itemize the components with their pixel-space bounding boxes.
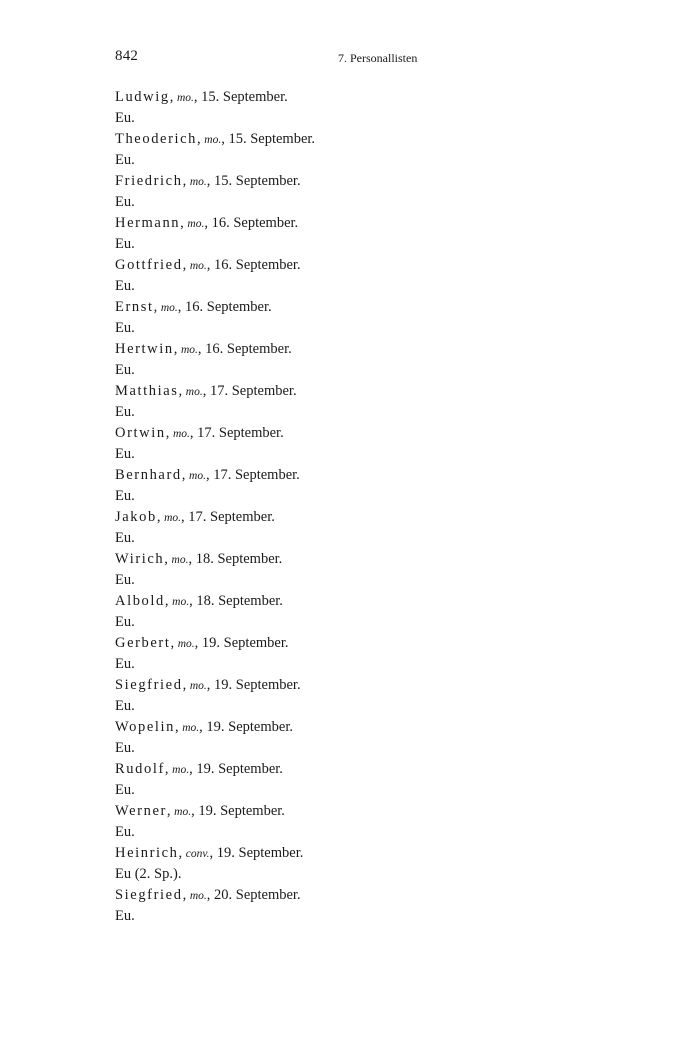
- entry-name: Wirich: [115, 551, 165, 567]
- entry-date: 15. September.: [228, 131, 316, 147]
- entry-status: mo.: [187, 218, 205, 230]
- entry-date: 19. September.: [216, 845, 304, 861]
- entry-status: mo.: [189, 176, 207, 188]
- entry-source: Eu.: [115, 152, 135, 168]
- entry-source: Eu.: [115, 362, 135, 378]
- page-number: 842: [115, 48, 139, 64]
- entry-heading: Siegfried, mo., 19. September.: [115, 677, 301, 693]
- entry-status: mo.: [172, 596, 190, 608]
- entry-source: Eu.: [115, 278, 135, 294]
- entry-source: Eu (2. Sp.).: [115, 866, 182, 882]
- entry-heading: Gottfried, mo., 16. September.: [115, 257, 301, 273]
- entry-name: Gottfried: [115, 257, 183, 273]
- entry-date: 16. September.: [205, 341, 292, 357]
- entry-status: mo.: [180, 344, 198, 356]
- entry-date: 20. September.: [214, 887, 301, 903]
- entry-heading: Wirich, mo., 18. September.: [115, 551, 283, 567]
- list-item: [115, 591, 615, 633]
- entry-status: mo.: [171, 554, 189, 566]
- entry-status: mo.: [174, 806, 192, 818]
- list-item: [115, 549, 615, 591]
- entry-status: mo.: [189, 470, 206, 482]
- entry-name: Hermann: [115, 215, 181, 231]
- entry-status: mo.: [176, 92, 194, 104]
- list-item: [115, 717, 615, 759]
- list-item: [115, 339, 615, 381]
- entry-date: 18. September.: [196, 593, 283, 609]
- entry-date: 15. September.: [214, 173, 301, 189]
- entry-date: 18. September.: [195, 551, 283, 567]
- entry-source: Eu.: [115, 404, 135, 420]
- entry-name: Gerbert: [115, 635, 171, 651]
- entry-heading: Matthias, mo., 17. September.: [115, 383, 297, 399]
- entry-date: 17. September.: [209, 383, 297, 399]
- list-item: [115, 465, 615, 507]
- list-item: [115, 675, 615, 717]
- entry-heading: Siegfried, mo., 20. September.: [115, 887, 301, 903]
- list-item: [115, 633, 615, 675]
- entry-source: Eu.: [115, 740, 135, 756]
- entry-source: Eu.: [115, 320, 135, 336]
- list-item: [115, 213, 615, 255]
- entry-heading: Albold, mo., 18. September.: [115, 593, 283, 609]
- list-item: [115, 171, 615, 213]
- entry-status: mo.: [177, 638, 195, 650]
- entry-date: 19. September.: [206, 719, 293, 735]
- entry-status: conv.: [185, 848, 210, 860]
- entry-source: Eu.: [115, 194, 135, 210]
- entry-source: Eu.: [115, 908, 135, 924]
- entry-heading: Gerbert, mo., 19. September.: [115, 635, 289, 651]
- entry-name: Bernhard: [115, 467, 182, 483]
- entry-list: [115, 87, 615, 927]
- entry-source: Eu.: [115, 530, 135, 546]
- entry-name: Rudolf: [115, 761, 165, 777]
- list-item: [115, 801, 615, 843]
- entry-status: mo.: [160, 302, 178, 314]
- list-item: [115, 129, 615, 171]
- entry-source: Eu.: [115, 488, 135, 504]
- list-item: [115, 759, 615, 801]
- list-item: [115, 885, 615, 927]
- entry-heading: Hermann, mo., 16. September.: [115, 215, 299, 231]
- entry-date: 19. September.: [196, 761, 283, 777]
- entry-status: mo.: [204, 134, 222, 146]
- entry-source: Eu.: [115, 782, 135, 798]
- entry-name: Werner: [115, 803, 167, 819]
- list-item: [115, 843, 615, 885]
- entry-heading: Ernst, mo., 16. September.: [115, 299, 272, 315]
- entry-name: Albold: [115, 593, 165, 609]
- entry-source: Eu.: [115, 110, 135, 126]
- entry-date: 17. September.: [197, 425, 284, 441]
- entry-heading: Hertwin, mo., 16. September.: [115, 341, 292, 357]
- entry-source: Eu.: [115, 656, 135, 672]
- list-item: [115, 297, 615, 339]
- entry-heading: Theoderich, mo., 15. September.: [115, 131, 316, 147]
- entry-date: 17. September.: [188, 509, 275, 525]
- entry-source: Eu.: [115, 446, 135, 462]
- entry-date: 19. September.: [214, 677, 301, 693]
- entry-heading: Wopelin, mo., 19. September.: [115, 719, 293, 735]
- entry-heading: Bernhard, mo., 17. September.: [115, 467, 300, 483]
- entry-heading: Werner, mo., 19. September.: [115, 803, 285, 819]
- running-head: 7. Personallisten: [338, 51, 418, 65]
- list-item: [115, 255, 615, 297]
- entry-date: 16. September.: [211, 215, 299, 231]
- entry-name: Jakob: [115, 509, 157, 525]
- entry-heading: Ludwig, mo., 15. September.: [115, 89, 288, 105]
- entry-name: Wopelin: [115, 719, 175, 735]
- entry-status: mo.: [189, 680, 207, 692]
- entry-name: Ludwig: [115, 89, 170, 105]
- entry-name: Heinrich: [115, 845, 179, 861]
- entry-heading: Ortwin, mo., 17. September.: [115, 425, 284, 441]
- entry-name: Theoderich: [115, 131, 198, 147]
- entry-status: mo.: [172, 764, 190, 776]
- entry-heading: Friedrich, mo., 15. September.: [115, 173, 301, 189]
- entry-date: 19. September.: [201, 635, 289, 651]
- entry-date: 19. September.: [198, 803, 285, 819]
- entry-source: Eu.: [115, 572, 135, 588]
- entry-date: 15. September.: [201, 89, 288, 105]
- list-item: [115, 507, 615, 549]
- entry-date: 17. September.: [213, 467, 300, 483]
- entry-name: Friedrich: [115, 173, 183, 189]
- entry-source: Eu.: [115, 698, 135, 714]
- entry-source: Eu.: [115, 824, 135, 840]
- entry-name: Siegfried: [115, 887, 183, 903]
- entry-heading: Heinrich, conv., 19. September.: [115, 845, 304, 861]
- list-item: [115, 87, 615, 129]
- entry-name: Hertwin: [115, 341, 174, 357]
- entry-status: mo.: [185, 386, 203, 398]
- list-item: [115, 381, 615, 423]
- entry-date: 16. September.: [185, 299, 272, 315]
- entry-status: mo.: [189, 890, 207, 902]
- entry-name: Matthias: [115, 383, 179, 399]
- entry-name: Ernst: [115, 299, 154, 315]
- entry-status: mo.: [172, 428, 190, 440]
- entry-name: Ortwin: [115, 425, 166, 441]
- entry-heading: Rudolf, mo., 19. September.: [115, 761, 283, 777]
- entry-source: Eu.: [115, 236, 135, 252]
- list-item: [115, 423, 615, 465]
- entry-status: mo.: [182, 722, 200, 734]
- entry-source: Eu.: [115, 614, 135, 630]
- entry-date: 16. September.: [214, 257, 301, 273]
- entry-name: Siegfried: [115, 677, 183, 693]
- entry-status: mo.: [164, 512, 182, 524]
- entry-status: mo.: [189, 260, 207, 272]
- entry-heading: Jakob, mo., 17. September.: [115, 509, 275, 525]
